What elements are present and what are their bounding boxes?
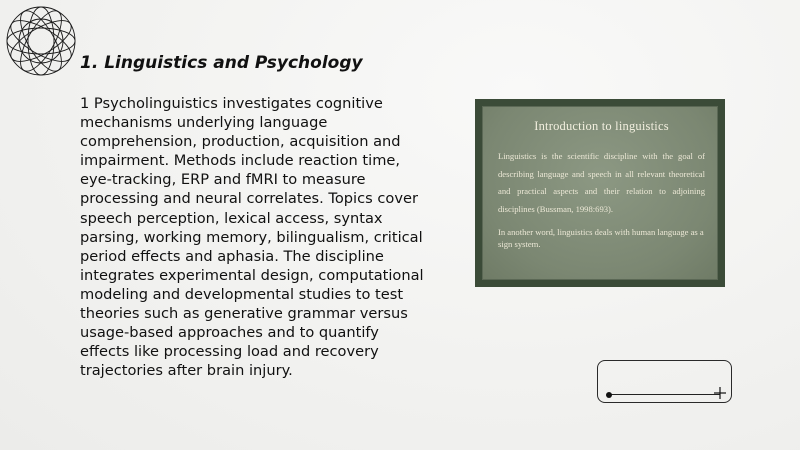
dot-icon[interactable] xyxy=(606,392,612,398)
embedded-slide-heading: Introduction to linguistics xyxy=(534,119,669,133)
rosette-logo-icon xyxy=(4,4,78,78)
control-track[interactable] xyxy=(608,394,720,395)
embedded-slide-paragraph-2: In another word, linguistics deals with human language as a sign system. xyxy=(498,227,704,249)
media-control-box[interactable] xyxy=(597,360,732,403)
plus-icon[interactable] xyxy=(713,386,727,400)
slide-title: 1. Linguistics and Psychology xyxy=(80,53,363,73)
slide-body-text: 1 Psycholinguistics investigates cognitive mechanisms underlying language comprehension, production, acquisition and impairment. Methods include reaction time, eye-tracking, ERP and fMRI to measure processing and neural correlates. Topics cover speech perception, lexical access, syntax parsing, working memory, bilingualism, critical period effects and aphasia. The discipline integrates experimental design, computational modeling and developmental studies to test theories such as generative grammar versus usage-based approaches and to quantify effects like processing load and recovery trajectories after brain injury. xyxy=(80,95,424,380)
embedded-slide-panel xyxy=(482,106,718,280)
embedded-slide-image xyxy=(475,99,725,287)
embedded-slide-paragraph-1: Linguistics is the scientific discipline with the goal of describing language and speech in all relevant theoretical and practical aspects and their relation to adjoining disciplines (Bussman, 1998:693). xyxy=(498,151,705,214)
